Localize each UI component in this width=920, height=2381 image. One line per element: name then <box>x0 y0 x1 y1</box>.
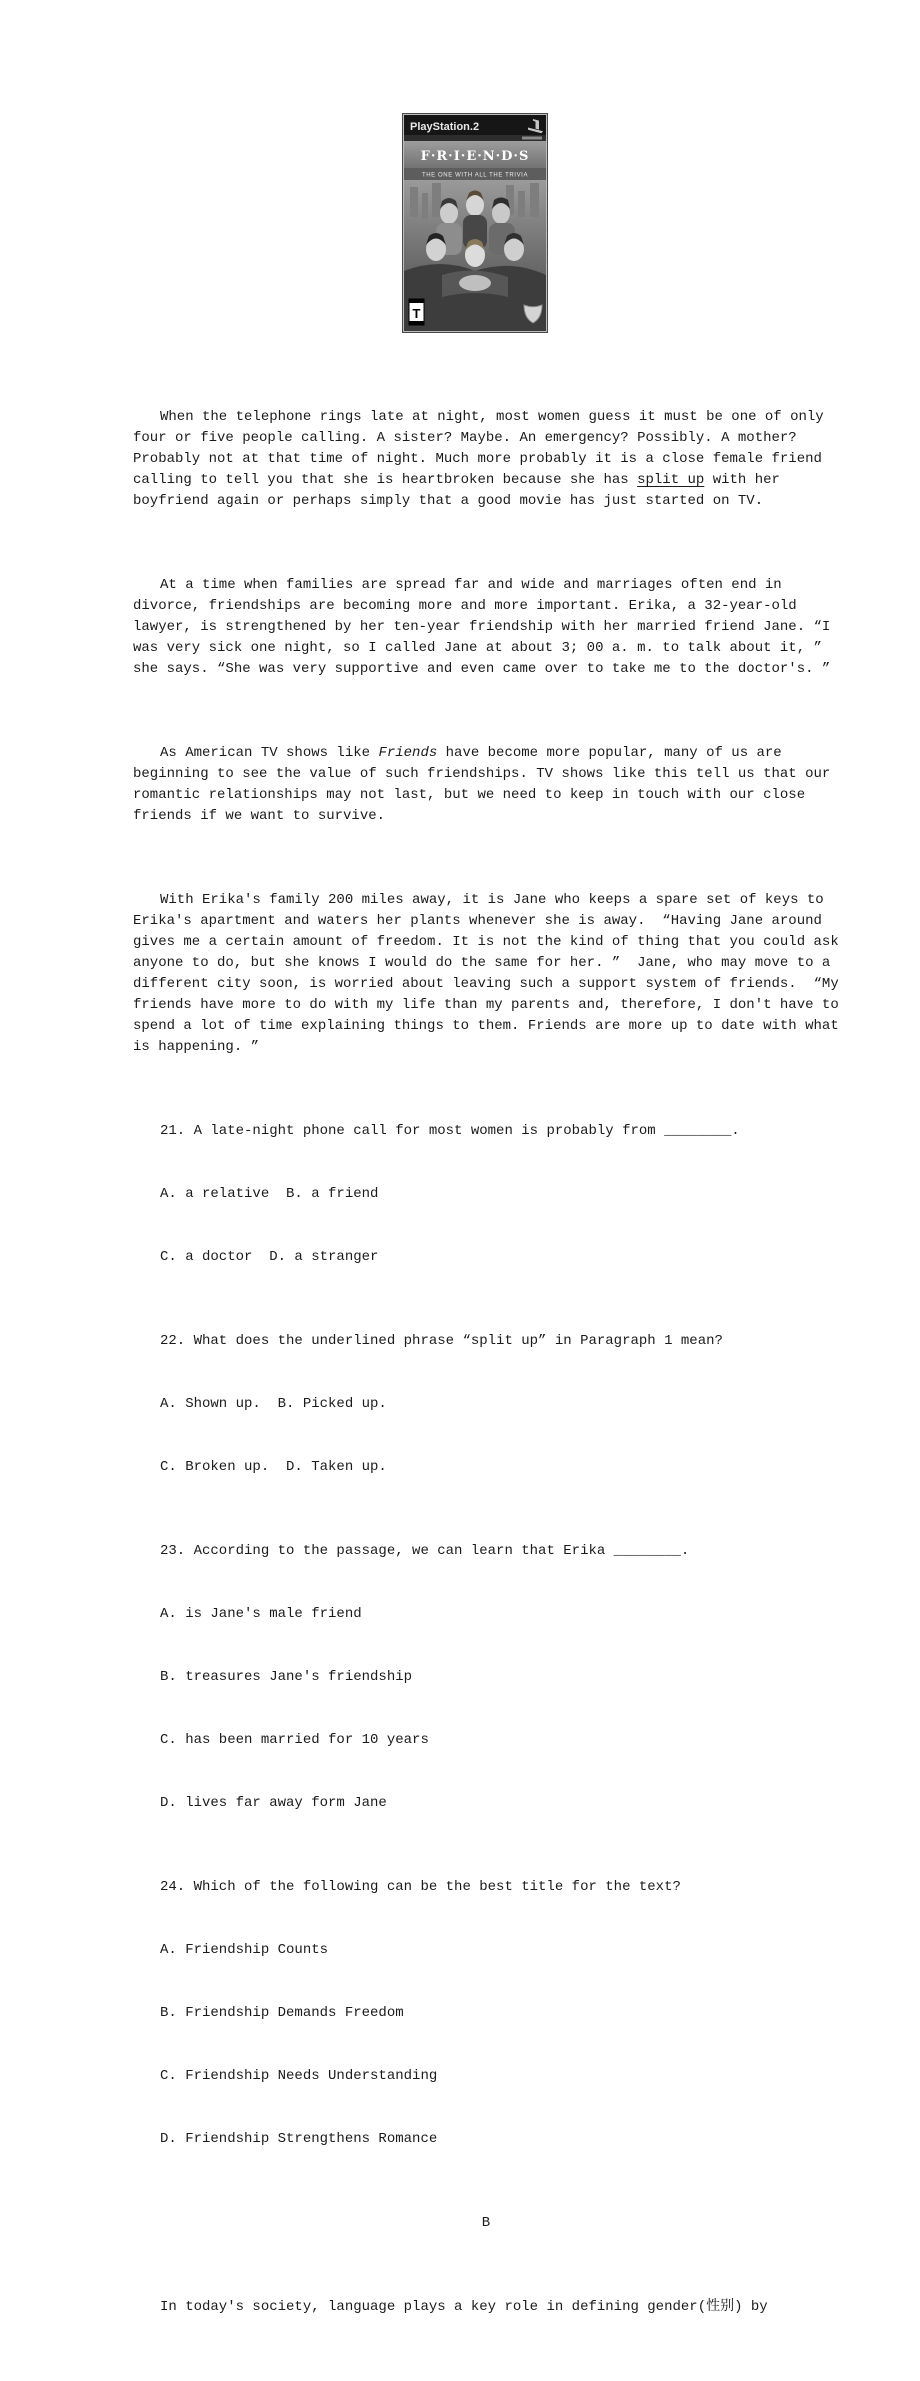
paragraph-1-text-end: with her boyfriend again or perhaps simply that a good movie has just started on TV. <box>133 472 789 509</box>
question-24-option-c: C. Friendship Needs Understanding <box>160 2068 438 2084</box>
question-23-stem: 23. According to the passage, we can learn that Erika ________. <box>160 1543 690 1559</box>
paragraph-3-text: As American TV shows like <box>160 745 379 761</box>
question-22-options-cd: C. Broken up. D. Taken up. <box>160 1459 387 1475</box>
question-24-option-a: A. Friendship Counts <box>160 1942 329 1958</box>
cover-platform-label: PlayStation.2 <box>410 121 480 133</box>
section-b-label: B <box>481 2215 491 2231</box>
esrb-rating-t-icon <box>409 299 424 325</box>
question-23-option-d: D. lives far away form Jane <box>160 1795 387 1811</box>
question-23-option-c: C. has been married for 10 years <box>160 1732 429 1748</box>
paragraph-1-text: When the telephone rings late at night, most women guess it must be one of only four or five people calling. A sister? Maybe. An emergency? Possibly. A mother? Probably not at that time of night. Much more probably it is a close female friend calling to tell you that she is heartbroken because she has <box>133 409 833 488</box>
reading-passage-and-questions <box>133 344 848 2381</box>
cover-title: F·R·I·E·N·D·S <box>420 149 530 164</box>
question-22-stem: 22. What does the underlined phrase “split up” in Paragraph 1 mean? <box>160 1333 723 1349</box>
question-23-option-a: A. is Jane's male friend <box>160 1606 362 1622</box>
passage-paragraph-4: With Erika's family 200 miles away, it is Jane who keeps a spare set of keys to Erika's apartment and waters her plants whenever she is away. “Having Jane around gives me a certain amount of freedom. It is not the kind of thing that you could ask anyone to do, but she knows I would do the same for her. ” Jane, who may move to a different city soon, is worried about leaving such a support system of friends. “My friends have more to do with my life than my parents and, therefore, I don't have to spend a lot of time explaining things to them. Friends are more up to date with what is happening. ” <box>133 892 848 1055</box>
question-21-options-cd: C. a doctor D. a stranger <box>160 1249 379 1265</box>
question-24-stem: 24. Which of the following can be the best title for the text? <box>160 1879 681 1895</box>
question-24-option-b: B. Friendship Demands Freedom <box>160 2005 404 2021</box>
tv-show-title-friends: Friends <box>378 745 438 761</box>
question-23-option-b: B. treasures Jane's friendship <box>160 1669 413 1685</box>
question-21-options-ab: A. a relative B. a friend <box>160 1186 379 1202</box>
passage-paragraph-2: At a time when families are spread far and wide and marriages often end in divorce, friendships are becoming more and more important. Erika, a 32-year-old lawyer, is strengthened by her ten-year friendship with her married friend Jane. “I was very sick one night, so I called Jane at about 3; 00 a. m. to talk about it, ” she says. “She was very supportive and even came over to take me to the doctor's. ” <box>133 577 839 677</box>
passage-paragraph-1 <box>133 407 839 512</box>
question-22-options-ab: A. Shown up. B. Picked up. <box>160 1396 387 1412</box>
underlined-phrase-split-up: split up <box>637 472 705 488</box>
passage-paragraph-3 <box>133 743 839 827</box>
cover-subtitle: THE ONE WITH ALL THE TRIVIA <box>421 172 529 179</box>
friends-ps2-game-cover <box>402 113 548 333</box>
question-21-stem: 21. A late-night phone call for most women is probably from ________. <box>160 1123 740 1139</box>
cover-corner-label <box>522 137 542 140</box>
paragraph-3-text-end: have become more popular, many of us are beginning to see the value of such friendships. TV shows like this tell us that our romantic relationships may not last, but we need to keep in touch with our close friends if we want to survive. <box>133 745 839 824</box>
next-passage-opening-line: In today's society, language plays a key role in defining gender(性别) by <box>160 2299 768 2315</box>
question-24-option-d: D. Friendship Strengthens Romance <box>160 2131 438 2147</box>
cover-rating-letter: T <box>412 306 421 321</box>
